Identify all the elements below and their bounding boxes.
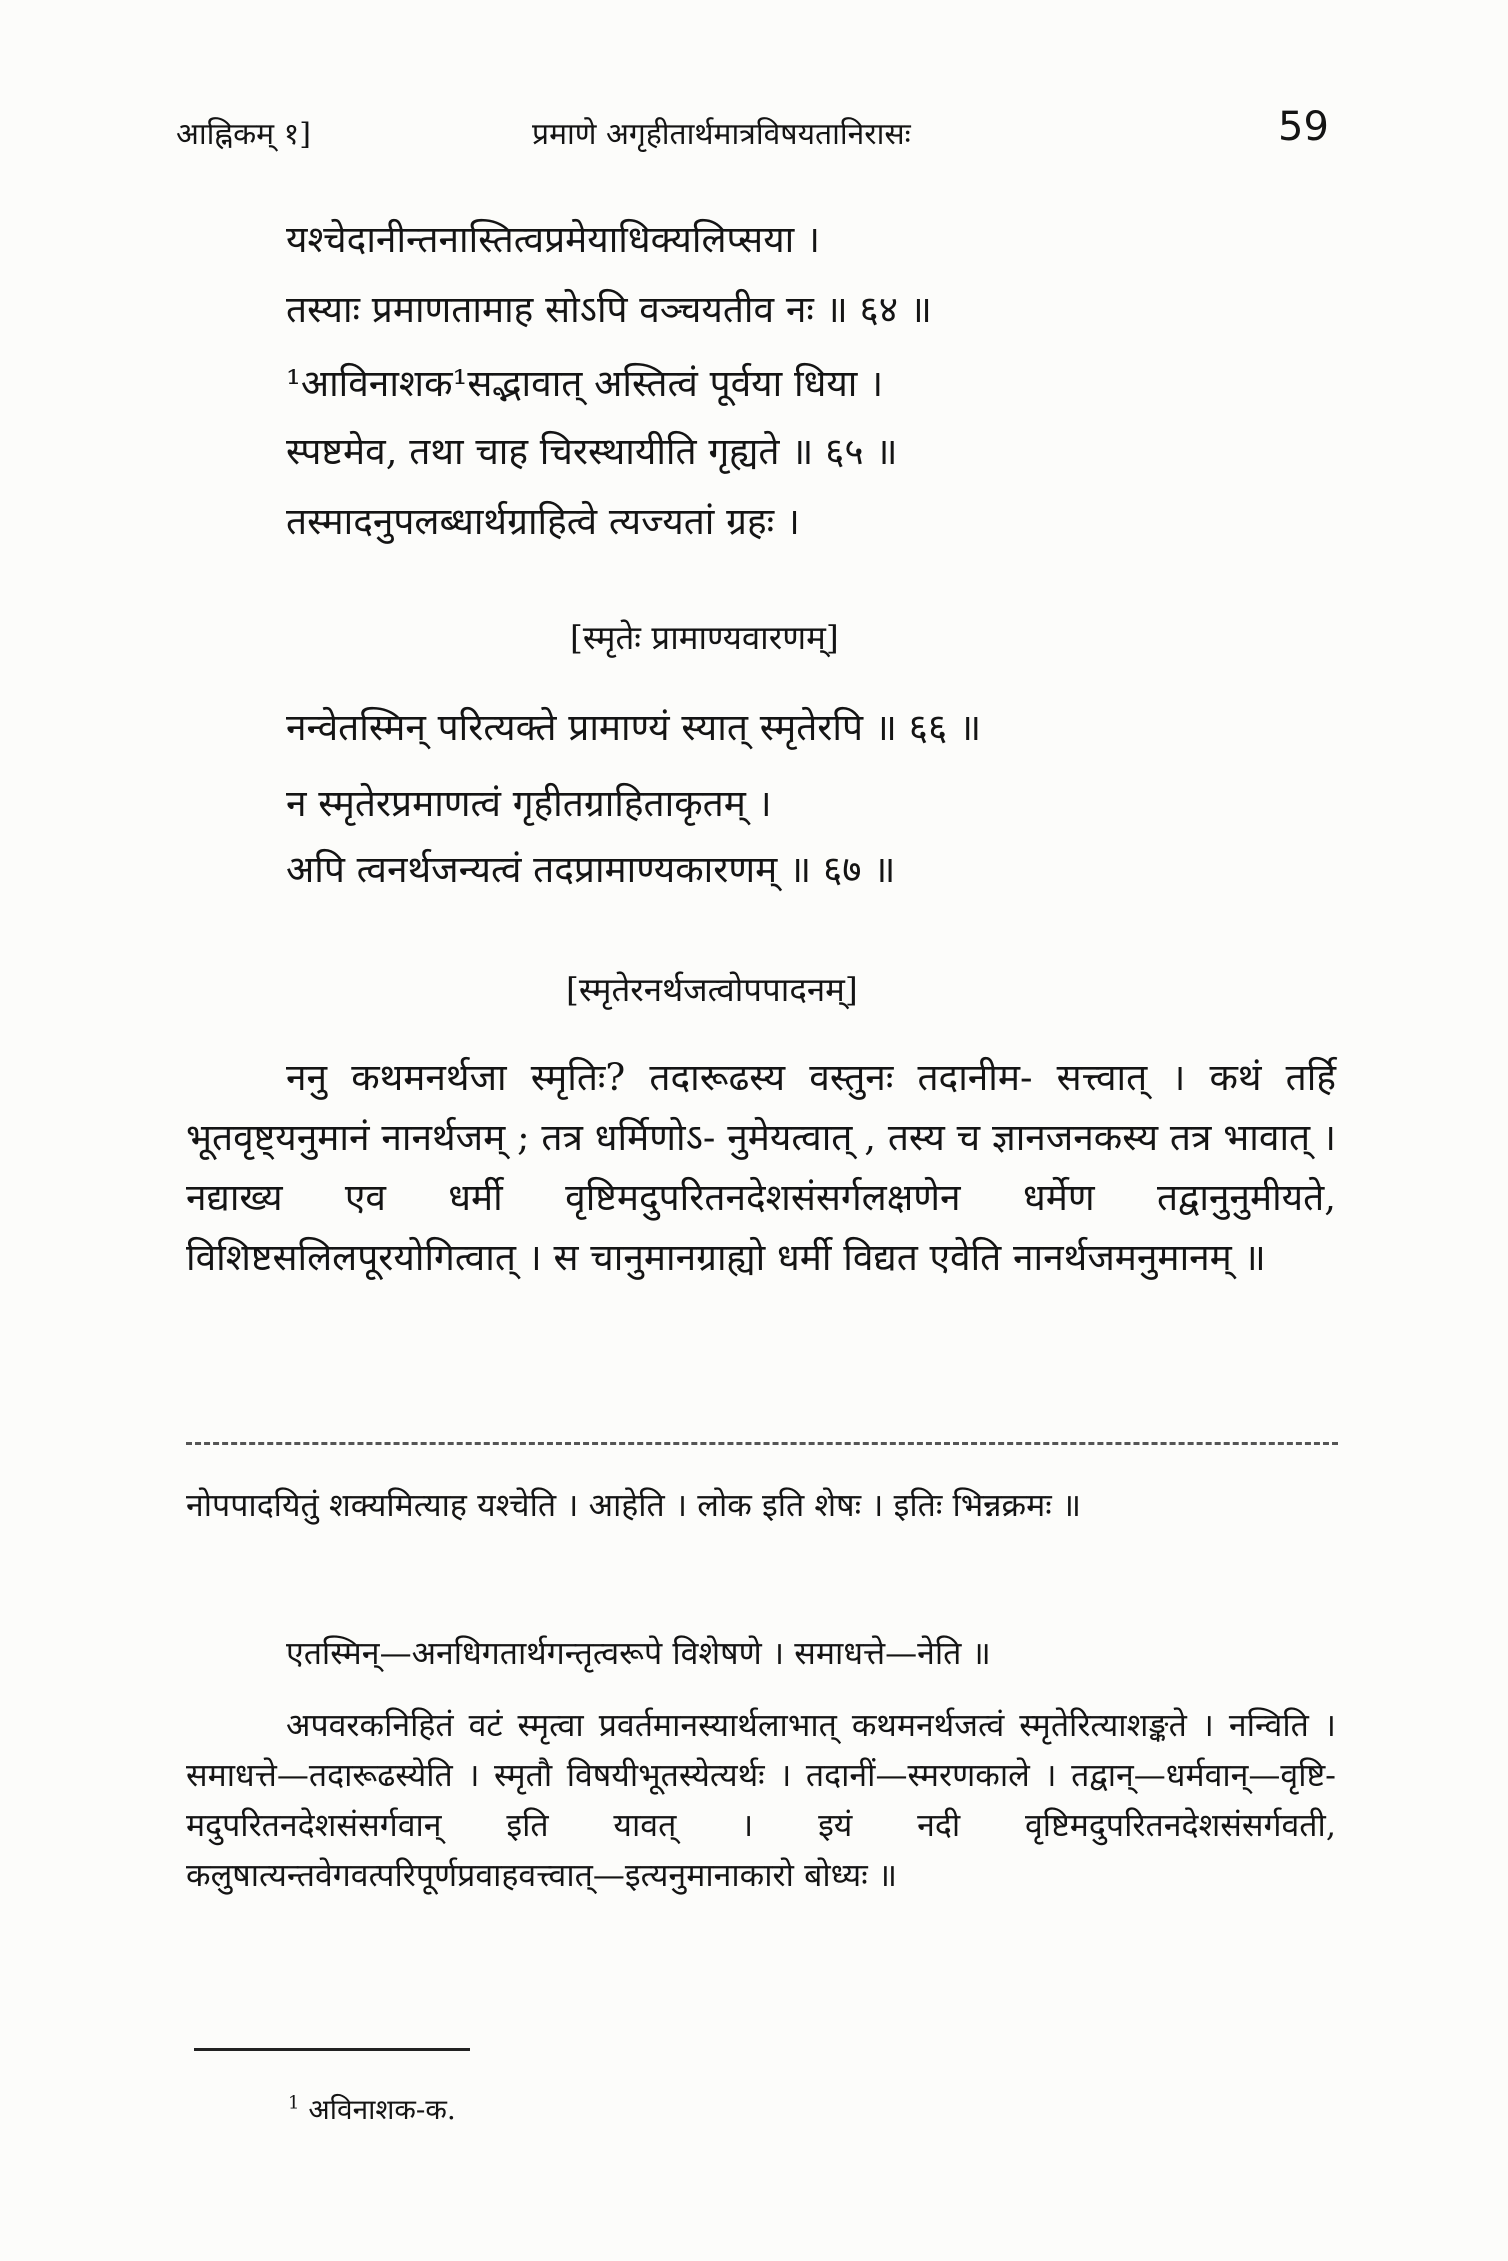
verse-line: न स्मृतेरप्रमाणत्वं गृहीतग्राहिताकृतम् । (286, 782, 772, 825)
commentary-paragraph: नोपपादयितुं शक्यमित्याह यश्चेति । आहेति । लोक इति शेषः । इतिः भिन्नक्रमः ॥ (186, 1486, 1082, 1524)
verse-line: ¹आविनाशक¹सद्भावात् अस्तित्वं पूर्वया धिया । (286, 362, 884, 405)
verse-line: नन्वेतस्मिन् परित्यक्ते प्रामाण्यं स्यात् स्मृतेरपि ॥ ६६ ॥ (286, 706, 982, 749)
verse-line: तस्याः प्रमाणतामाह सोऽपि वञ्चयतीव नः ॥ ६४ ॥ (286, 288, 932, 331)
footnote-rule (194, 2048, 470, 2051)
commentary-paragraph: एतस्मिन्—अनधिगतार्थगन्तृत्वरूपे विशेषणे । समाधत्ते—नेति ॥ (286, 1634, 991, 1672)
verse-line: स्पष्टमेव, तथा चाह चिरस्थायीति गृह्यते ॥ ६५ ॥ (286, 430, 898, 473)
running-header-left: आह्निकम् १] (176, 117, 311, 152)
prose-paragraph (186, 1048, 1336, 1288)
footnote (288, 2090, 456, 2128)
commentary-paragraph: अपवरकनिहितं वटं स्मृत्वा प्रवर्तमानस्यार्थलाभात् कथमनर्थजत्वं स्मृतेरित्याशङ्कते । नन्विति । समाधत्ते—तदारूढस्येति । स्मृतौ विषयीभूतस्येत्यर्थः । तदानीं—स्मरणकाले । तद्वान्—धर्मवान्—वृष्टि- मदुपरितनदेशसंसर्गवान् इति यावत् । इयं नदी वृष्टिमदुपरितनदेशसंसर्गवती, कलुषात्यन्तवेगवत्परिपूर्णप्रवाहवत्त्वात्—इत्यनुमानाकारो बोध्यः ॥ (186, 1706, 1336, 1894)
section-heading: [स्मृतेरनर्थजत्वोपपादनम्] (566, 970, 858, 1009)
section-heading: [स्मृतेः प्रामाण्यवारणम्] (570, 618, 839, 657)
page-number: 59 (1278, 104, 1329, 150)
commentary-block (186, 1700, 1336, 1900)
footnote-mark: 1 (288, 2092, 300, 2114)
commentary-block (186, 1480, 1336, 1530)
prose-text: ननु कथमनर्थजा स्मृतिः? तदारूढस्य वस्तुनः तदानीम- सत्त्वात् । कथं तर्हि भूतवृष्ट्यनुमानं नानर्थजम् ; तत्र धर्मिणोऽ- नुमेयत्वात् , तस्य च ज्ञानजनकस्य तत्र भावात् । नद्याख्य एव धर्मी वृष्टिमदुपरितनदेशसंसर्गलक्षणेन धर्मेण तद्वानुनुमीयते, विशिष्टसलिलपूरयोगित्वात् । स चानुमानग्राह्यो धर्मी विद्यत एवेति नानर्थजमनुमानम् ॥ (186, 1056, 1336, 1279)
commentary-divider (186, 1442, 1338, 1445)
running-header-title: प्रमाणे अगृहीतार्थमात्रविषयतानिरासः (532, 117, 911, 152)
verse-line: तस्मादनुपलब्धार्थग्राहित्वे त्यज्यतां ग्रहः । (286, 500, 800, 543)
verse-line: यश्चेदानीन्तनास्तित्वप्रमेयाधिक्यलिप्सया । (286, 218, 821, 261)
verse-line: अपि त्वनर्थजन्यत्वं तदप्रामाण्यकारणम् ॥ ६७ ॥ (286, 848, 896, 891)
commentary-block (186, 1628, 1336, 1678)
footnote-text: अविनाशक-क. (308, 2093, 456, 2126)
